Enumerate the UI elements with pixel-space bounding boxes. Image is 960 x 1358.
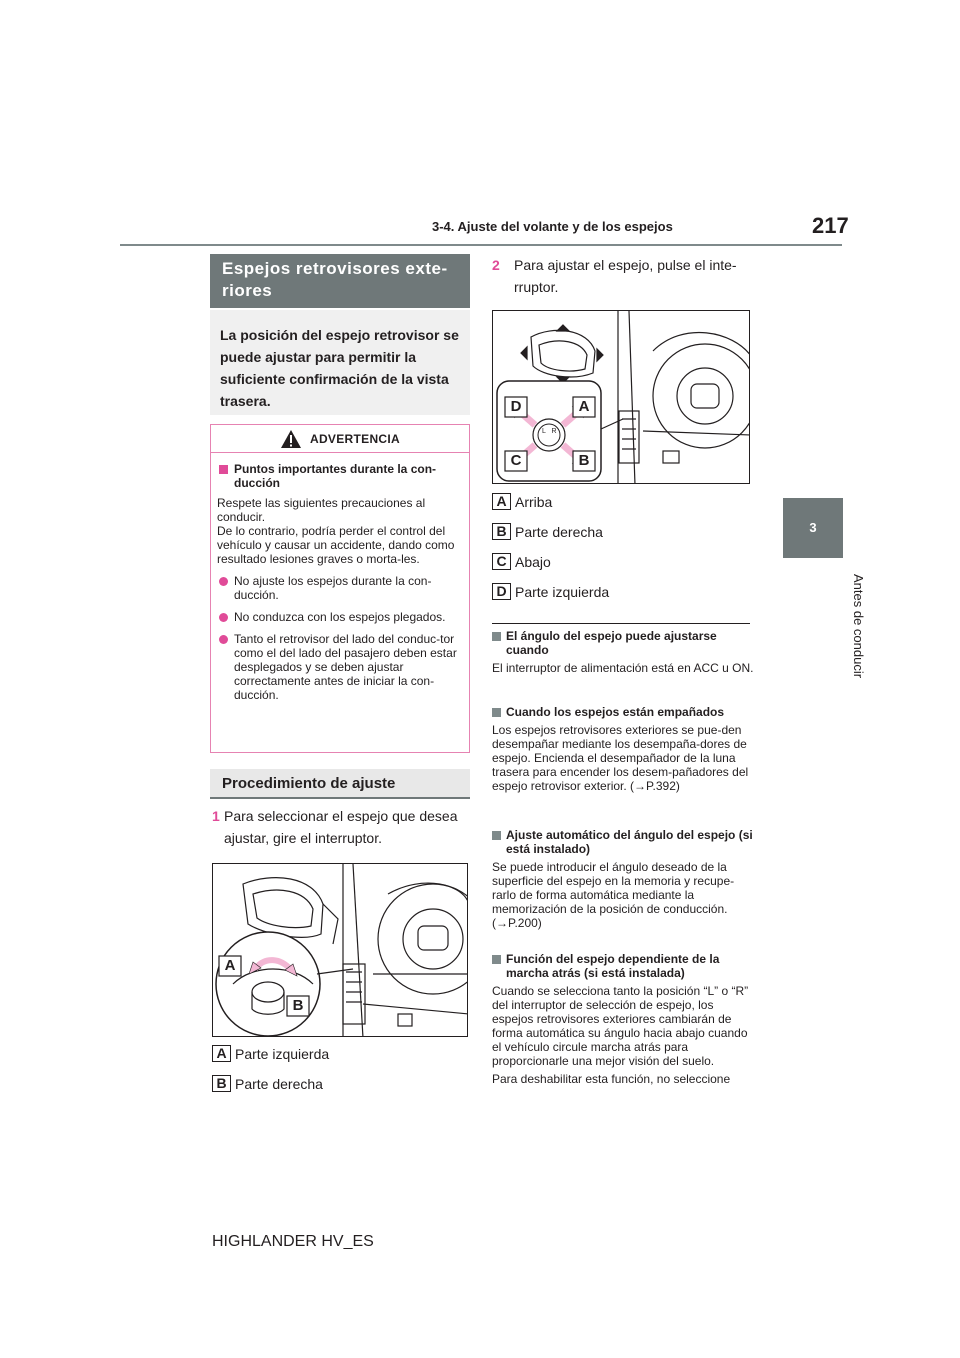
- legend-letter: B: [492, 523, 511, 540]
- section-intro: La posición del espejo retrovisor se puede ajustar para permitir la suficiente confirmación de la vista trasera.: [210, 310, 470, 415]
- note-text: Cuando se selecciona tanto la posición “L” o “R” del interruptor de selección de espejo, los espejos retrovisores exteriores cambiarán de forma automática su ángulo hacia abajo cuando el vehículo circule marcha atrás para proporcionarle una mejor visión del suelo.: [492, 984, 749, 1068]
- mirror-select-illustration: [213, 864, 468, 1037]
- note-heading: [492, 828, 754, 856]
- note-text-continued: Para deshabilitar esta función, no seleccione: [492, 1072, 731, 1086]
- note-title: Ajuste automático del ángulo del espejo (si está instalado): [506, 828, 753, 856]
- step-number: 1: [212, 808, 220, 824]
- figure-mirror-select-switch: [212, 863, 468, 1037]
- legend-text: Arriba: [515, 493, 553, 510]
- warning-item-text: Tanto el retrovisor del lado del conduc-tor como el del lado del pasajero deben estar desplegados y se deben ajustar correctamente antes de iniciar la con-ducción.: [234, 632, 457, 702]
- warning-title: ADVERTENCIA: [310, 431, 400, 446]
- legend-item: [212, 1075, 323, 1092]
- notes-divider: [492, 623, 750, 624]
- legend-text: Parte derecha: [515, 523, 603, 540]
- figure-mirror-adjust-switch: [492, 310, 750, 484]
- round-bullet-icon: [219, 577, 228, 586]
- square-bullet-icon: [492, 708, 501, 717]
- warning-item: [217, 632, 463, 702]
- callout-label: B: [578, 452, 590, 469]
- note-heading: [492, 705, 754, 719]
- page-number: 217: [812, 213, 849, 238]
- note-text: Se puede introducir el ángulo deseado de la superficie del espejo en la memoria y recupe-rarlo de forma automática mediante la memorización de la posición de conducción. (→P.200): [492, 860, 735, 930]
- warning-paragraph: Respete las siguientes precauciones al conducir. De lo contrario, podría perder el control del vehículo y causar un accidente, dando como resultado lesiones graves o morta-les.: [217, 496, 455, 566]
- legend-text: Parte derecha: [235, 1075, 323, 1092]
- callout-label: A: [224, 957, 236, 974]
- step-number: 2: [492, 257, 500, 273]
- chapter-label: Antes de conducir: [851, 574, 866, 679]
- warning-item-text: No conduzca con los espejos plegados.: [234, 610, 446, 624]
- round-bullet-icon: [219, 613, 228, 622]
- warning-subheading: [217, 462, 463, 490]
- callout-label: C: [510, 452, 522, 469]
- note-block: [492, 828, 754, 930]
- callout-label: B: [292, 997, 304, 1014]
- square-bullet-icon: [492, 955, 501, 964]
- legend-letter: C: [492, 553, 511, 570]
- square-bullet-icon: [219, 465, 228, 474]
- note-title: Cuando los espejos están empañados: [506, 705, 725, 719]
- legend-item: [492, 583, 609, 600]
- callout-label: D: [510, 398, 522, 415]
- round-bullet-icon: [219, 635, 228, 644]
- section-heading-adjust-procedure: Procedimiento de ajuste: [210, 769, 470, 799]
- header-section-title: 3-4. Ajuste del volante y de los espejos: [432, 219, 673, 234]
- knob-letter: R: [551, 428, 557, 435]
- note-text: El interruptor de alimentación está en ACC u ON.: [492, 661, 754, 675]
- footer-model-name: HIGHLANDER HV_ES: [212, 1233, 374, 1250]
- square-bullet-icon: [492, 831, 501, 840]
- warning-header: [211, 425, 469, 453]
- knob-letter: L: [542, 428, 546, 435]
- step-text: Para seleccionar el espejo que desea ajustar, gire el interruptor.: [224, 808, 458, 846]
- section-heading-exterior-mirrors: Espejos retrovisores exte-riores: [210, 254, 470, 308]
- chapter-tab[interactable]: 3: [783, 498, 843, 558]
- square-bullet-icon: [492, 632, 501, 641]
- header-rule: [120, 244, 842, 246]
- legend-item: [492, 553, 551, 570]
- step-2: [492, 254, 754, 298]
- note-block: [492, 705, 754, 793]
- legend-item: [492, 523, 603, 540]
- warning-item-text: No ajuste los espejos durante la con-ducción.: [234, 574, 432, 602]
- warning-subheading-text: Puntos importantes durante la con-ducción: [234, 462, 437, 490]
- legend-item: [492, 493, 552, 510]
- note-block: [492, 629, 754, 675]
- step-1: [212, 805, 470, 849]
- mirror-adjust-illustration: [493, 311, 750, 484]
- step-text: Para ajustar el espejo, pulse el inte-rruptor.: [514, 257, 737, 295]
- warning-item: [217, 574, 463, 602]
- note-heading: [492, 952, 754, 980]
- warning-box: [210, 424, 470, 753]
- note-title: Función del espejo dependiente de la marcha atrás (si está instalada): [506, 952, 720, 980]
- legend-letter: D: [492, 583, 511, 600]
- legend-letter: A: [212, 1045, 231, 1062]
- warning-triangle-icon: [280, 429, 302, 449]
- legend-letter: B: [212, 1075, 231, 1092]
- note-text: Los espejos retrovisores exteriores se pue-den desempañar mediante los desempaña-dores de espejo. Encienda el desempañador de la luna trasera para encender los desem-pañadores del espejo retrovisor exterior. (→P.392): [492, 723, 749, 793]
- note-block: [492, 952, 754, 1086]
- legend-letter: A: [492, 493, 511, 510]
- legend-text: Parte izquierda: [235, 1045, 330, 1062]
- callout-label: A: [578, 398, 590, 415]
- legend-text: Parte izquierda: [515, 583, 610, 600]
- note-title: El ángulo del espejo puede ajustarse cuando: [506, 629, 717, 657]
- warning-item: [217, 610, 463, 624]
- legend-item: [212, 1045, 329, 1062]
- legend-text: Abajo: [515, 553, 551, 570]
- note-heading: [492, 629, 754, 657]
